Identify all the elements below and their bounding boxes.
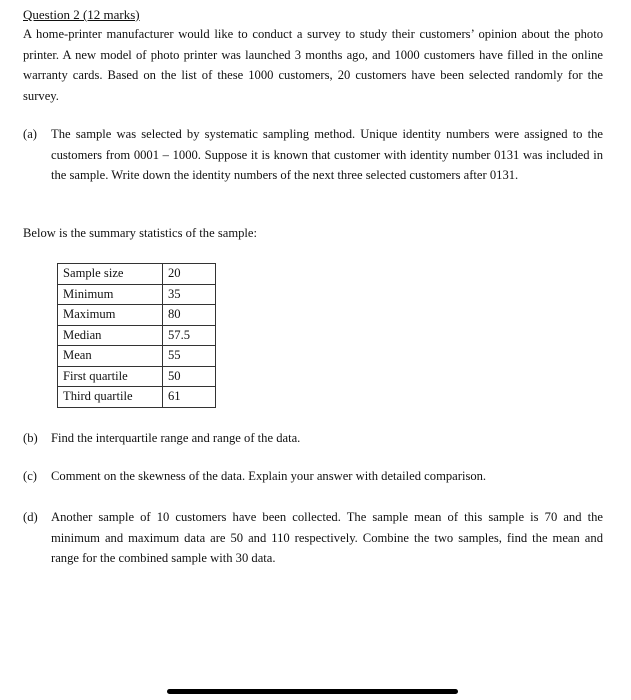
stat-label: Minimum <box>58 284 163 305</box>
summary-intro: Below is the summary statistics of the sample: <box>23 226 257 240</box>
part-c <box>23 466 603 487</box>
home-indicator[interactable] <box>167 689 458 694</box>
part-c-label: (c) <box>23 469 37 483</box>
part-b-label: (b) <box>23 431 38 445</box>
part-d-label: (d) <box>23 510 38 524</box>
stat-label: Maximum <box>58 305 163 326</box>
stat-value: 35 <box>163 284 216 305</box>
table-row <box>58 264 216 285</box>
stat-label: Median <box>58 325 163 346</box>
stat-value: 57.5 <box>163 325 216 346</box>
part-c-text: Comment on the skewness of the data. Explain your answer with detailed comparison. <box>51 469 487 483</box>
table-row <box>58 366 216 387</box>
stat-value: 61 <box>163 387 216 408</box>
table-row <box>58 305 216 326</box>
stat-label: Third quartile <box>58 387 163 408</box>
table-row <box>58 284 216 305</box>
stat-value: 55 <box>163 346 216 367</box>
part-d-text: Another sample of 10 customers have been collected. The sample mean of this sample is 70 and the minimum and maximum data are 50 and 110 respectively. Combine the two samples, find the mean and range for the combined sample with 30 data. <box>51 510 603 565</box>
part-d <box>23 507 603 569</box>
part-a-label: (a) <box>23 127 37 141</box>
summary-statistics-table <box>57 263 216 408</box>
stat-value: 80 <box>163 305 216 326</box>
stat-label: First quartile <box>58 366 163 387</box>
stat-value: 50 <box>163 366 216 387</box>
part-a-text: The sample was selected by systematic sampling method. Unique identity numbers were assigned to the customers from 0001 – 1000. Suppose it is known that customer with identity number 0131 was included in the sample. Write down the identity numbers of the next three selected customers after 0131. <box>51 127 603 182</box>
question-intro: A home-printer manufacturer would like to conduct a survey to study their customers’ opinion about the photo printer. A new model of photo printer was launched 3 months ago, and 1000 customers have filled in the online warranty cards. Based on the list of these 1000 customers, 20 customers have been selected randomly for the survey. <box>23 27 603 103</box>
table-row <box>58 346 216 367</box>
stat-label: Mean <box>58 346 163 367</box>
stat-value: 20 <box>163 264 216 285</box>
part-a <box>23 124 603 186</box>
table-row <box>58 387 216 408</box>
part-b-text: Find the interquartile range and range of the data. <box>51 431 301 445</box>
stat-label: Sample size <box>58 264 163 285</box>
part-b <box>23 428 603 449</box>
question-heading: Question 2 (12 marks) <box>23 7 140 22</box>
table-row <box>58 325 216 346</box>
